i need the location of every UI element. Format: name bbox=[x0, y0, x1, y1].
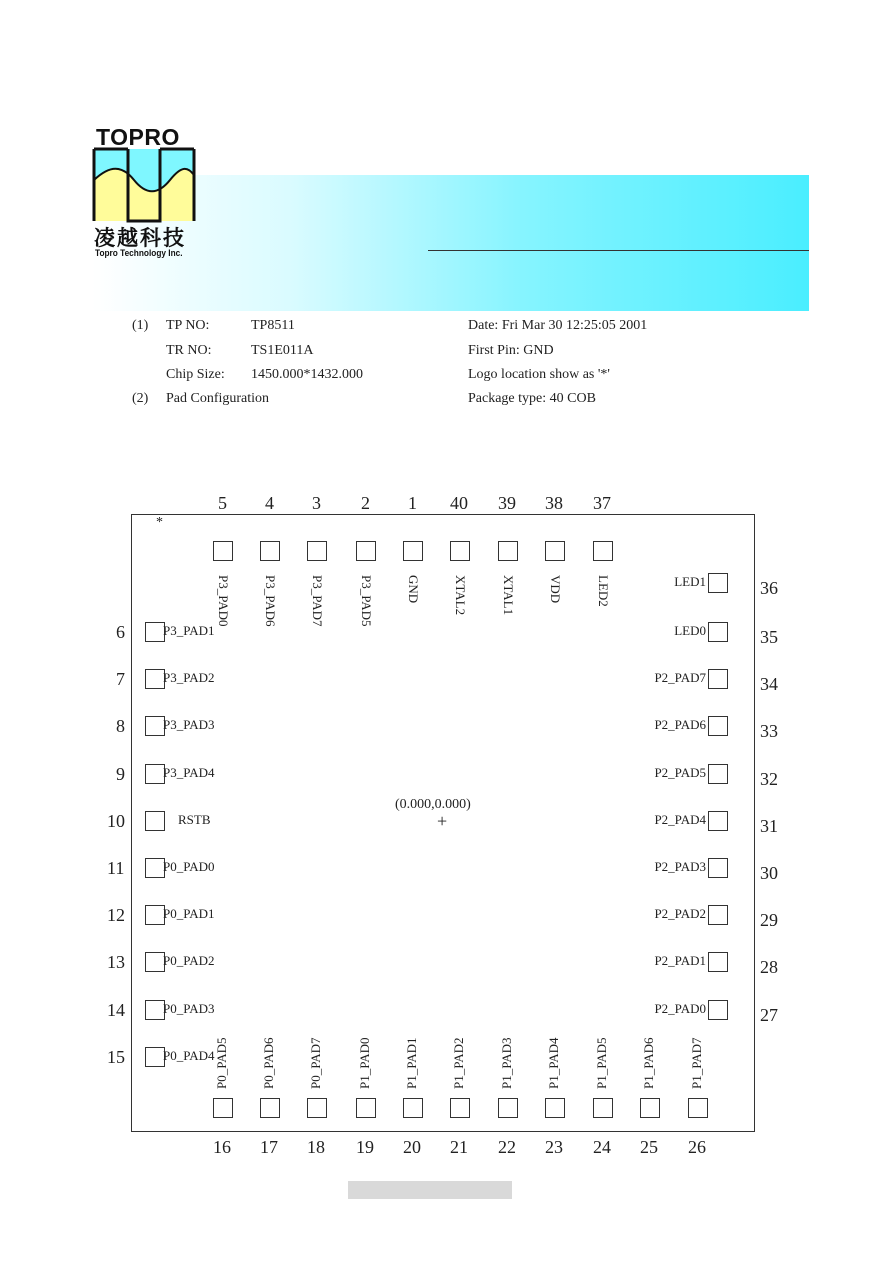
pad-number: 28 bbox=[760, 957, 778, 977]
pad-configuration-heading: Pad Configuration bbox=[166, 391, 270, 406]
pad-number: 12 bbox=[107, 905, 125, 925]
pad-left bbox=[145, 716, 165, 736]
pad-bottom bbox=[640, 1098, 660, 1118]
pad-bottom bbox=[688, 1098, 708, 1118]
origin-marker: + bbox=[437, 811, 448, 831]
pad-left bbox=[145, 764, 165, 784]
pad-number: 33 bbox=[760, 721, 778, 741]
pad-label: P2_PAD0 bbox=[654, 1001, 706, 1016]
pad-number: 7 bbox=[116, 669, 125, 689]
pad-label: P0_PAD2 bbox=[163, 953, 215, 968]
pad-right bbox=[708, 764, 728, 784]
pad-label: P2_PAD3 bbox=[654, 859, 706, 874]
date-text: Date: Fri Mar 30 12:25:05 2001 bbox=[468, 318, 648, 333]
pad-right bbox=[708, 905, 728, 925]
pad-label: RSTB bbox=[178, 812, 211, 827]
tr-no-label: TR NO: bbox=[166, 343, 212, 358]
pad-left bbox=[145, 1047, 165, 1067]
pad-label: XTAL2 bbox=[453, 575, 468, 616]
pad-right bbox=[708, 669, 728, 689]
pad-label: P3_PAD0 bbox=[216, 575, 231, 627]
pad-number: 8 bbox=[116, 716, 125, 736]
pad-bottom bbox=[498, 1098, 518, 1118]
pad-number: 36 bbox=[760, 578, 778, 598]
pad-label: P3_PAD2 bbox=[163, 670, 215, 685]
pad-number: 34 bbox=[760, 674, 778, 694]
pad-right bbox=[708, 858, 728, 878]
pad-label: P3_PAD4 bbox=[163, 765, 215, 780]
pad-bottom bbox=[403, 1098, 423, 1118]
pad-label: P3_PAD5 bbox=[359, 575, 374, 627]
pad-number: 27 bbox=[760, 1005, 778, 1025]
pad-number: 14 bbox=[107, 1000, 125, 1020]
item2-index: (2) bbox=[132, 391, 149, 406]
pad-top bbox=[450, 541, 470, 561]
pad-label: P3_PAD1 bbox=[163, 623, 215, 638]
pad-label: LED1 bbox=[674, 574, 706, 589]
pad-bottom bbox=[545, 1098, 565, 1118]
pad-number: 24 bbox=[593, 1137, 611, 1157]
pad-number: 1 bbox=[408, 493, 417, 513]
pad-number: 30 bbox=[760, 863, 778, 883]
pad-number: 25 bbox=[640, 1137, 658, 1157]
pad-label: P3_PAD3 bbox=[163, 717, 215, 732]
pad-number: 21 bbox=[450, 1137, 468, 1157]
pad-label: LED2 bbox=[596, 575, 611, 607]
chip-size-value: 1450.000*1432.000 bbox=[251, 367, 363, 382]
pad-bottom bbox=[213, 1098, 233, 1118]
pad-label: LED0 bbox=[674, 623, 706, 638]
logo-wordmark: TOPRO bbox=[96, 124, 180, 150]
pad-right bbox=[708, 811, 728, 831]
pad-right bbox=[708, 622, 728, 642]
pad-top bbox=[545, 541, 565, 561]
pad-number: 26 bbox=[688, 1137, 706, 1157]
pad-number: 11 bbox=[107, 858, 125, 878]
pad-left bbox=[145, 622, 165, 642]
logo-chinese-name: 凌越科技 bbox=[94, 226, 186, 250]
pad-label: P1_PAD6 bbox=[641, 1037, 656, 1089]
pad-label: P0_PAD5 bbox=[214, 1037, 229, 1089]
pad-number: 9 bbox=[116, 764, 125, 784]
pad-number: 37 bbox=[593, 493, 611, 513]
pad-top bbox=[403, 541, 423, 561]
pad-number: 38 bbox=[545, 493, 563, 513]
pad-label: VDD bbox=[548, 575, 563, 604]
pad-number: 39 bbox=[498, 493, 516, 513]
pad-number: 22 bbox=[498, 1137, 516, 1157]
pad-number: 10 bbox=[107, 811, 125, 831]
pad-top bbox=[260, 541, 280, 561]
pad-label: P2_PAD5 bbox=[654, 765, 706, 780]
pad-number: 2 bbox=[361, 493, 370, 513]
pad-label: P0_PAD0 bbox=[163, 859, 215, 874]
pad-left bbox=[145, 905, 165, 925]
chip-size-label: Chip Size: bbox=[166, 367, 225, 382]
pad-left bbox=[145, 669, 165, 689]
pad-bottom bbox=[356, 1098, 376, 1118]
pad-right bbox=[708, 1000, 728, 1020]
tp-no-value: TP8511 bbox=[251, 318, 295, 333]
pad-label: P3_PAD7 bbox=[310, 575, 325, 627]
pad-number: 40 bbox=[450, 493, 468, 513]
pad-label: GND bbox=[406, 575, 421, 604]
pad-label: P2_PAD1 bbox=[654, 953, 706, 968]
pad-label: P2_PAD2 bbox=[654, 906, 706, 921]
pad-top bbox=[307, 541, 327, 561]
pad-label: P0_PAD6 bbox=[261, 1037, 276, 1089]
pad-number: 35 bbox=[760, 627, 778, 647]
pad-number: 18 bbox=[307, 1137, 325, 1157]
logo-location-marker: * bbox=[156, 515, 163, 530]
pad-number: 32 bbox=[760, 769, 778, 789]
pad-bottom bbox=[450, 1098, 470, 1118]
origin-coordinate-label: (0.000,0.000) bbox=[395, 797, 471, 812]
pad-label: P0_PAD4 bbox=[163, 1048, 215, 1063]
pad-label: XTAL1 bbox=[501, 575, 516, 616]
package-type-text: Package type: 40 COB bbox=[468, 391, 596, 406]
pad-label: P1_PAD1 bbox=[404, 1037, 419, 1089]
pad-top bbox=[498, 541, 518, 561]
first-pin-text: First Pin: GND bbox=[468, 343, 554, 358]
pad-number: 16 bbox=[213, 1137, 231, 1157]
pad-label: P1_PAD3 bbox=[499, 1037, 514, 1089]
pad-top bbox=[213, 541, 233, 561]
pad-bottom bbox=[593, 1098, 613, 1118]
header-rule bbox=[428, 250, 809, 251]
pad-number: 29 bbox=[760, 910, 778, 930]
pad-number: 23 bbox=[545, 1137, 563, 1157]
pad-label: P0_PAD1 bbox=[163, 906, 215, 921]
pad-left bbox=[145, 1000, 165, 1020]
pad-left bbox=[145, 858, 165, 878]
pad-number: 19 bbox=[356, 1137, 374, 1157]
pad-number: 5 bbox=[218, 493, 227, 513]
pad-number: 17 bbox=[260, 1137, 278, 1157]
pad-number: 6 bbox=[116, 622, 125, 642]
pad-number: 31 bbox=[760, 816, 778, 836]
pad-label: P1_PAD0 bbox=[357, 1037, 372, 1089]
pad-right bbox=[708, 716, 728, 736]
pad-label: P1_PAD7 bbox=[689, 1037, 704, 1089]
tp-no-label: TP NO: bbox=[166, 318, 210, 333]
pad-label: P2_PAD4 bbox=[654, 812, 706, 827]
pad-right bbox=[708, 952, 728, 972]
tr-no-value: TS1E011A bbox=[251, 343, 314, 358]
pad-top bbox=[593, 541, 613, 561]
pad-label: P1_PAD5 bbox=[594, 1037, 609, 1089]
pad-right bbox=[708, 573, 728, 593]
footer-bar bbox=[348, 1181, 512, 1199]
pad-number: 20 bbox=[403, 1137, 421, 1157]
pad-label: P2_PAD7 bbox=[654, 670, 706, 685]
pad-label: P1_PAD2 bbox=[451, 1037, 466, 1089]
pad-label: P2_PAD6 bbox=[654, 717, 706, 732]
pad-left bbox=[145, 952, 165, 972]
pad-label: P0_PAD7 bbox=[308, 1037, 323, 1089]
pad-number: 15 bbox=[107, 1047, 125, 1067]
logo-location-text: Logo location show as '*' bbox=[468, 367, 610, 382]
pad-label: P0_PAD3 bbox=[163, 1001, 215, 1016]
pad-number: 3 bbox=[312, 493, 321, 513]
pad-label: P1_PAD4 bbox=[546, 1037, 561, 1089]
pad-number: 13 bbox=[107, 952, 125, 972]
pad-bottom bbox=[260, 1098, 280, 1118]
logo-company-name: Topro Technology Inc. bbox=[95, 248, 183, 258]
pad-left bbox=[145, 811, 165, 831]
pad-number: 4 bbox=[265, 493, 274, 513]
pad-top bbox=[356, 541, 376, 561]
item1-index: (1) bbox=[132, 318, 149, 333]
pad-label: P3_PAD6 bbox=[263, 575, 278, 627]
pad-bottom bbox=[307, 1098, 327, 1118]
